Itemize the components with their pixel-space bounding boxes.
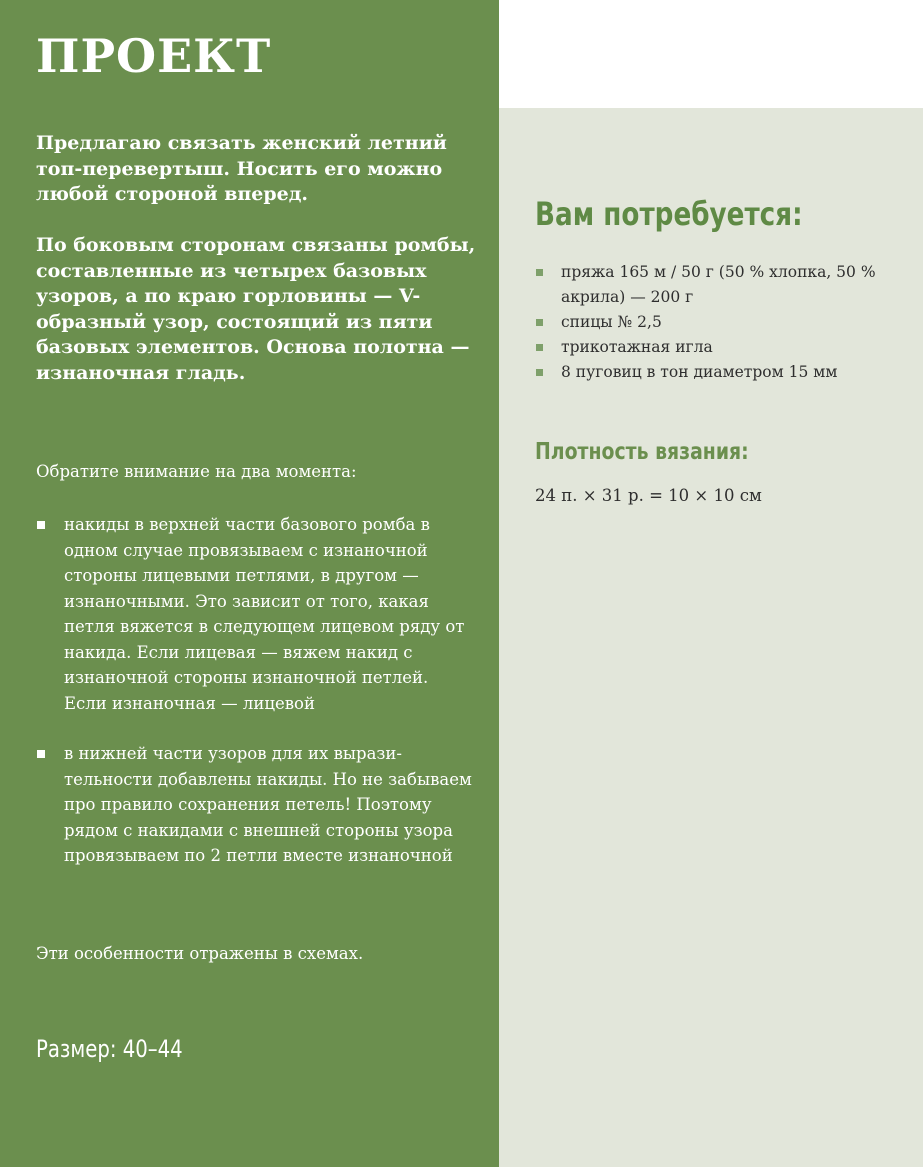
bullet-square-icon (536, 344, 543, 351)
page-title: ПРОЕКТ (36, 29, 272, 83)
bullet-square-icon (536, 319, 543, 326)
list-item-text: накиды в верхней части базового ромба в одном случае провязываем с изнаночной стороны лицевыми петлями, в другом — изнаночными. Это зависит от того, какая петля вяжется в следующем лицевом ряду от накида. Если лицевая — вяжем накид с изнаночной стороны изнаночной петлей. Если изнаночная — лицевой (64, 515, 465, 713)
bullet-square-icon (536, 269, 543, 276)
intro-paragraph-2: По боковым сторонам связаны ромбы, составленные из четырех базовых узоров, а по краю горловины — V-образный узор, состоящий из пяти базовых элементов. Основа полотна — изнаночная гладь. (36, 234, 476, 384)
bullet-square-icon (37, 750, 45, 758)
density-title: Плотность вязания: (535, 439, 749, 465)
attention-list (36, 512, 476, 869)
material-text: пряжа 165 м / 50 г (50 % хлопка, 50 % акрила) — 200 г (561, 263, 876, 306)
list-item (535, 260, 915, 310)
density-value: 24 п. × 31 р. = 10 × 10 см (535, 486, 762, 505)
bullet-square-icon (37, 521, 45, 529)
list-item (535, 310, 915, 335)
list-item (535, 335, 915, 360)
top-right-blank (499, 0, 923, 108)
material-text: трикотажная игла (561, 338, 713, 356)
material-text: спицы № 2,5 (561, 313, 662, 331)
attention-note: Обратите внимание на два момента: (36, 462, 357, 481)
list-item-text: в нижней части узоров для их выразительности добавлены накиды. Но не забываем про правило сохранения петель! Поэтому рядом с накидами с внешней стороны узора провязываем по 2 петли вместе изнаночной (64, 744, 472, 865)
outro-text: Эти особенности отражены в схемах. (36, 944, 364, 963)
bullet-square-icon (536, 369, 543, 376)
list-item (36, 512, 476, 716)
list-item (36, 741, 476, 869)
materials-list (535, 260, 915, 385)
materials-panel (499, 108, 923, 1167)
intro-paragraph-1: Предлагаю связать женский летний топ-перевертыш. Носить его можно любой стороной вперед. (36, 132, 447, 205)
list-item (535, 360, 915, 385)
material-text: 8 пуговиц в тон диаметром 15 мм (561, 363, 838, 381)
materials-title: Вам потребуется: (535, 195, 803, 233)
size-label: Размер: 40–44 (36, 1035, 183, 1063)
